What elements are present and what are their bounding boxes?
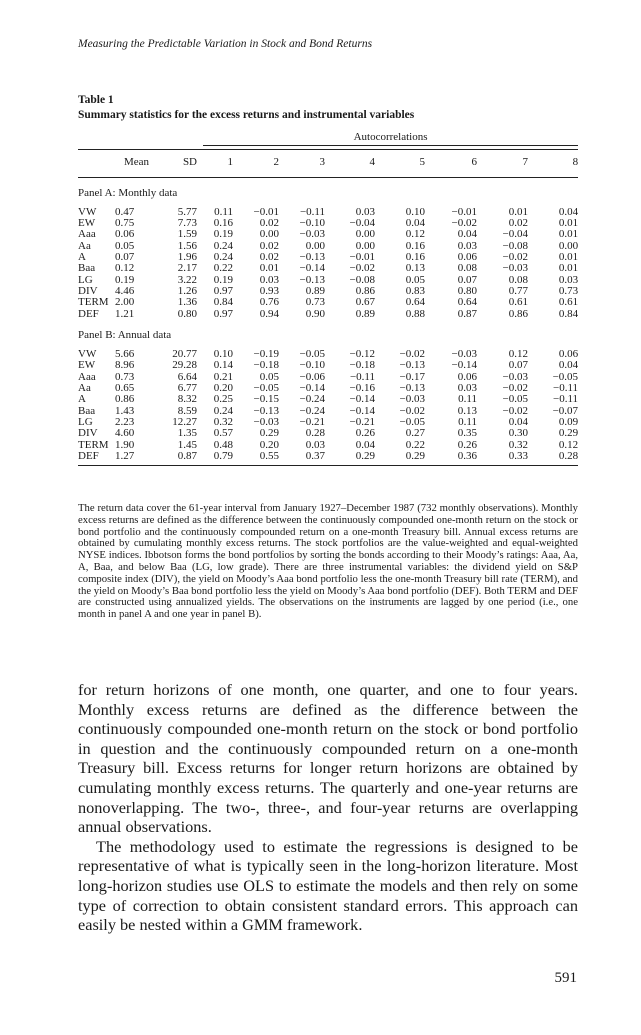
table-cell: −0.02 — [451, 217, 477, 230]
table-cell: 0.10 — [405, 205, 425, 218]
table-cell: 0.05 — [115, 239, 135, 252]
table-cell: 0.76 — [259, 296, 279, 309]
table-row — [78, 207, 578, 218]
table-cell: 0.04 — [405, 217, 425, 230]
table-cell: 0.36 — [425, 451, 477, 466]
row-label: VW — [78, 348, 97, 361]
table-cell: 20.77 — [172, 348, 197, 361]
table-cell: 0.11 — [214, 205, 233, 218]
table-cell: 0.16 — [405, 251, 425, 264]
table-cell: 0.00 — [355, 239, 375, 252]
table-cell: −0.13 — [253, 404, 279, 417]
table-cell: 0.13 — [405, 262, 425, 275]
table-cell: 6.64 — [177, 370, 197, 383]
table-cell: 0.11 — [458, 415, 477, 428]
table-cell: 0.10 — [213, 348, 233, 361]
table-cell: −0.13 — [399, 359, 425, 372]
table-cell: −0.05 — [552, 370, 579, 383]
table-cell: 0.02 — [259, 217, 279, 230]
table-cell: 0.22 — [213, 262, 233, 275]
table-cell: −0.02 — [502, 251, 528, 264]
table-row — [78, 297, 578, 308]
table-cell: 0.13 — [457, 404, 477, 417]
table-cell: −0.18 — [349, 359, 375, 372]
table-cell: 7.73 — [177, 217, 197, 230]
table-row — [78, 417, 578, 428]
table-cell: 0.19 — [213, 228, 233, 241]
table-cell: −0.01 — [349, 251, 375, 264]
table-row — [78, 275, 578, 286]
table-cell: 0.04 — [355, 438, 375, 451]
table-cell: 0.01 — [558, 217, 579, 230]
table-cell: 0.12 — [558, 438, 579, 451]
table-cell: 0.33 — [477, 451, 528, 466]
table-cell: 0.03 — [558, 273, 579, 286]
table-cell: 5.66 — [115, 348, 135, 361]
table-cell: −0.08 — [502, 239, 528, 252]
table-cell: −0.02 — [399, 404, 425, 417]
table-cell: 0.05 — [405, 273, 425, 286]
table-cell: 0.73 — [115, 370, 135, 383]
table-cell: −0.21 — [349, 415, 375, 428]
row-label: DEF — [78, 307, 99, 320]
summary-table-container — [78, 132, 578, 466]
table-cell: 0.67 — [355, 296, 375, 309]
table-cell: 0.03 — [457, 382, 477, 395]
table-cell: 5.77 — [177, 205, 197, 218]
table-cell: −0.13 — [299, 273, 325, 286]
table-cell: 0.01 — [558, 251, 579, 264]
table-cell: 0.87 — [457, 307, 477, 320]
table-cell: 0.08 — [508, 273, 528, 286]
table-cell: 0.09 — [558, 415, 579, 428]
table-cell: 0.01 — [508, 205, 528, 218]
table-cell: 0.20 — [213, 382, 233, 395]
panel-title: Panel B: Annual data — [78, 328, 172, 341]
running-head: Measuring the Predictable Variation in Stock and Bond Returns — [78, 38, 373, 50]
table-cell: −0.03 — [502, 370, 528, 383]
table-cell: 0.06 — [457, 251, 477, 264]
column-header-1: 1 — [197, 150, 233, 177]
table-cell: −0.17 — [399, 370, 425, 383]
column-header-5: 5 — [375, 150, 425, 177]
table-cell: 0.00 — [558, 239, 579, 252]
table-cell: 1.59 — [177, 228, 197, 241]
column-header-sd: SD — [149, 150, 197, 177]
table-cell: 0.12 — [405, 228, 425, 241]
table-cell: 0.65 — [115, 382, 135, 395]
table-cell: −0.12 — [349, 348, 375, 361]
table-cell: 0.04 — [558, 205, 579, 218]
table-cell: 0.57 — [213, 427, 233, 440]
table-cell: 1.90 — [115, 438, 135, 451]
table-cell: −0.03 — [451, 348, 477, 361]
table-cell: 0.29 — [558, 427, 579, 440]
table-cell: −0.10 — [299, 359, 325, 372]
table-cell: 0.19 — [213, 273, 233, 286]
table-cell: 0.14 — [213, 359, 233, 372]
table-cell: −0.03 — [253, 415, 279, 428]
table-cell: 0.16 — [405, 239, 425, 252]
table-cell: 0.73 — [558, 284, 579, 297]
column-header-6: 6 — [425, 150, 477, 177]
table-cell: −0.02 — [502, 382, 528, 395]
table-cell: 0.02 — [259, 239, 279, 252]
table-cell: 2.00 — [115, 296, 135, 309]
table-cell: 1.45 — [177, 438, 197, 451]
row-label: EW — [78, 217, 96, 230]
table-cell: 0.94 — [259, 307, 279, 320]
table-row — [78, 286, 578, 297]
table-cell: 0.30 — [508, 427, 528, 440]
table-cell: 8.96 — [115, 359, 135, 372]
table-cell: 0.28 — [305, 427, 325, 440]
table-cell: 0.03 — [457, 239, 477, 252]
table-cell: 0.07 — [115, 251, 135, 264]
row-label: TERM — [78, 296, 109, 309]
row-label: DEF — [78, 451, 115, 466]
table-cell: 0.88 — [405, 307, 425, 320]
table-cell: 0.55 — [233, 451, 279, 466]
table-cell: 8.59 — [177, 404, 197, 417]
table-cell: −0.05 — [253, 382, 279, 395]
table-cell: 0.84 — [558, 307, 579, 320]
table-cell: 0.02 — [508, 217, 528, 230]
table-cell: 0.61 — [508, 296, 528, 309]
table-cell: 0.01 — [259, 262, 279, 275]
table-cell: 1.27 — [115, 451, 149, 466]
table-note: The return data cover the 61-year interval from January 1927–December 1987 (732 monthly observations). Monthly excess returns are defined as the difference between the continuously compounded one-month return on the stock or bond portfolio and the continuously compounded return on a one-month Treasury bill. Annual excess returns are obtained by cumulating monthly excess returns. The stock portfolios are the value-weighted and equal-weighted NYSE indices. Ibbotson forms the bond portfolios by sorting the bonds according to their Moody’s ratings: Aaa, Aa, A, Baa, and below Baa (LG, low grade). There are three instrumental variables: the dividend yield on S&P composite index (DIV), the yield on Moody’s Aaa bond portfolio less the one-month Treasury bill rate (TERM), and the yield on Moody’s Baa bond portfolio less the yield on Moody’s Aaa bond portfolio (DEF). Both TERM and DEF are constructed using annualized yields. The observations on the instruments are lagged by one period (i.e., one month in panel A and one year in panel B). — [78, 502, 578, 621]
column-header-3: 3 — [279, 150, 325, 177]
table-cell: 0.20 — [259, 438, 279, 451]
table-cell: 0.00 — [259, 228, 279, 241]
table-cell: −0.03 — [299, 228, 325, 241]
body-paragraph-1: for return horizons of one month, one quarter, and one to four years. Monthly excess returns are defined as the difference between the continuously compounded one-month return on the stock or bond portfolio in question and the continuously compounded return on a one-month Treasury bill. Excess returns for longer return horizons are obtained by cumulating monthly excess returns. The quarterly and one-year returns are nonoverlapping. The two-, three-, and four-year returns are overlapping annual observations. — [78, 680, 578, 837]
table-cell: 0.06 — [558, 348, 579, 361]
table-cell: −0.21 — [299, 415, 325, 428]
table-cell: 0.93 — [259, 284, 279, 297]
table-row — [78, 428, 578, 439]
table-cell: 0.89 — [305, 284, 325, 297]
table-cell: −0.02 — [399, 348, 425, 361]
table-cell: 0.16 — [213, 217, 233, 230]
table-row — [78, 440, 578, 451]
table-cell: 1.26 — [177, 284, 197, 297]
table-cell: 0.80 — [177, 307, 197, 320]
table-cell: −0.05 — [399, 415, 425, 428]
table-cell: 0.21 — [213, 370, 233, 383]
table-row — [78, 309, 578, 320]
table-cell: −0.05 — [299, 348, 325, 361]
table-row — [78, 394, 578, 405]
row-label: VW — [78, 205, 97, 218]
row-label: Aa — [78, 382, 91, 395]
table-cell: 0.32 — [213, 415, 233, 428]
summary-table — [78, 132, 578, 466]
table-cell: −0.08 — [349, 273, 375, 286]
table-cell: −0.04 — [502, 228, 528, 241]
table-cell: −0.10 — [299, 217, 325, 230]
column-header-8: 8 — [528, 150, 578, 177]
row-label: Baa — [78, 262, 96, 275]
table-row — [78, 349, 578, 360]
table-cell: 1.21 — [115, 307, 135, 320]
table-caption — [78, 93, 414, 123]
table-cell: 0.24 — [213, 251, 233, 264]
table-cell: 0.79 — [197, 451, 233, 466]
column-header-7: 7 — [477, 150, 528, 177]
table-cell: 0.29 — [325, 451, 375, 466]
row-label: LG — [78, 415, 93, 428]
row-label: Aaa — [78, 228, 96, 241]
table-label: Table 1 — [78, 94, 114, 106]
row-label: EW — [78, 359, 96, 372]
table-cell: 0.00 — [355, 228, 375, 241]
table-cell: 0.02 — [259, 251, 279, 264]
row-label: Baa — [78, 404, 96, 417]
table-cell: 12.27 — [172, 415, 197, 428]
table-cell: 0.12 — [508, 348, 528, 361]
table-cell: −0.14 — [451, 359, 477, 372]
table-cell: 0.90 — [305, 307, 325, 320]
table-cell: 0.97 — [213, 307, 233, 320]
table-cell: 0.89 — [355, 307, 375, 320]
table-cell: 1.36 — [177, 296, 197, 309]
panel-title: Panel A: Monthly data — [78, 186, 178, 199]
table-cell: 0.24 — [213, 404, 233, 417]
table-cell: 0.83 — [405, 284, 425, 297]
table-cell: −0.11 — [553, 382, 579, 395]
row-label: LG — [78, 273, 93, 286]
table-cell: 0.24 — [213, 239, 233, 252]
table-cell: −0.13 — [399, 382, 425, 395]
table-cell: 0.22 — [405, 438, 425, 451]
table-cell: 0.86 — [508, 307, 528, 320]
table-cell: 6.77 — [177, 382, 197, 395]
table-cell: −0.18 — [253, 359, 279, 372]
table-cell: 0.86 — [115, 393, 135, 406]
table-cell: −0.07 — [552, 404, 579, 417]
table-cell: 0.08 — [457, 262, 477, 275]
table-cell: 3.22 — [177, 273, 197, 286]
table-cell: −0.14 — [349, 404, 375, 417]
table-cell: 0.00 — [305, 239, 325, 252]
table-cell: 4.60 — [115, 427, 135, 440]
table-cell: 0.19 — [115, 273, 135, 286]
table-cell: −0.15 — [253, 393, 279, 406]
table-cell: −0.19 — [253, 348, 279, 361]
body-paragraph-2: The methodology used to estimate the regressions is designed to be representative of what is typically seen in the long-horizon literature. Most long-horizon studies use OLS to estimate the models and then rely on some type of correction to obtain consistent standard errors. This approach can easily be nested within a GMM framework. — [78, 836, 578, 935]
table-cell: 0.11 — [458, 393, 477, 406]
table-cell: 0.01 — [558, 228, 579, 241]
table-cell: −0.24 — [299, 393, 325, 406]
table-cell: 0.77 — [508, 284, 528, 297]
table-cell: −0.11 — [299, 205, 325, 218]
table-cell: −0.24 — [299, 404, 325, 417]
table-cell: 0.04 — [457, 228, 477, 241]
table-cell: 1.56 — [177, 239, 197, 252]
table-cell: −0.01 — [253, 205, 279, 218]
row-label: A — [78, 251, 86, 264]
table-cell: 2.17 — [177, 262, 197, 275]
column-header-2: 2 — [233, 150, 279, 177]
table-cell: −0.01 — [451, 205, 477, 218]
column-header-series — [78, 150, 115, 177]
table-cell: 2.23 — [115, 415, 135, 428]
table-cell: 0.80 — [457, 284, 477, 297]
table-cell: −0.16 — [349, 382, 375, 395]
table-cell: 8.32 — [177, 393, 197, 406]
table-cell: 0.47 — [115, 205, 135, 218]
table-cell: 0.06 — [457, 370, 477, 383]
table-cell: 0.07 — [457, 273, 477, 286]
column-header-mean: Mean — [115, 150, 149, 177]
body-text — [78, 680, 578, 935]
table-cell: 0.04 — [508, 415, 528, 428]
table-cell: 0.06 — [115, 228, 135, 241]
table-cell: 1.35 — [177, 427, 197, 440]
table-cell: −0.04 — [349, 217, 375, 230]
table-cell: 0.61 — [558, 296, 579, 309]
table-cell: −0.03 — [502, 262, 528, 275]
table-cell: 0.01 — [558, 262, 579, 275]
table-cell: 0.29 — [259, 427, 279, 440]
row-label: DIV — [78, 284, 98, 297]
table-cell: 0.35 — [457, 427, 477, 440]
table-cell: 29.28 — [172, 359, 197, 372]
table-cell: 0.28 — [528, 451, 578, 466]
table-cell: −0.02 — [502, 404, 528, 417]
table-cell: 0.64 — [405, 296, 425, 309]
table-cell: 0.87 — [149, 451, 197, 466]
row-label: Aa — [78, 239, 91, 252]
table-row — [78, 451, 578, 466]
table-cell: 0.48 — [213, 438, 233, 451]
table-cell: 0.05 — [259, 370, 279, 383]
table-cell: 0.03 — [305, 438, 325, 451]
row-label: TERM — [78, 438, 109, 451]
row-label: A — [78, 393, 86, 406]
table-cell: 0.27 — [405, 427, 425, 440]
table-cell: −0.13 — [299, 251, 325, 264]
table-cell: −0.06 — [299, 370, 325, 383]
table-cell: 0.84 — [213, 296, 233, 309]
table-cell: 0.03 — [259, 273, 279, 286]
table-row — [78, 263, 578, 274]
column-header-4: 4 — [325, 150, 375, 177]
table-title: Summary statistics for the excess returns and instrumental variables — [78, 109, 415, 121]
table-cell: 1.43 — [115, 404, 135, 417]
table-cell: 0.37 — [279, 451, 325, 466]
autocorrelations-header: Autocorrelations — [353, 131, 428, 143]
table-cell: 0.04 — [558, 359, 579, 372]
table-cell: 0.75 — [115, 217, 135, 230]
table-cell: 0.64 — [457, 296, 477, 309]
table-cell: −0.03 — [399, 393, 425, 406]
table-cell: 0.25 — [213, 393, 233, 406]
table-cell: 1.96 — [177, 251, 197, 264]
table-cell: 4.46 — [115, 284, 135, 297]
row-label: Aaa — [78, 370, 96, 383]
table-cell: −0.14 — [299, 382, 325, 395]
table-cell: 0.07 — [508, 359, 528, 372]
table-cell: −0.14 — [299, 262, 325, 275]
table-cell: 0.26 — [457, 438, 477, 451]
table-cell: −0.11 — [553, 393, 579, 406]
table-cell: −0.11 — [349, 370, 375, 383]
table-cell: −0.02 — [349, 262, 375, 275]
table-cell: 0.32 — [508, 438, 528, 451]
table-cell: 0.29 — [375, 451, 425, 466]
table-cell: −0.05 — [502, 393, 528, 406]
row-label: DIV — [78, 427, 98, 440]
table-cell: 0.97 — [213, 284, 233, 297]
table-cell: 0.12 — [115, 262, 135, 275]
table-cell: 0.26 — [355, 427, 375, 440]
table-cell: 0.03 — [355, 205, 375, 218]
table-row — [78, 406, 578, 417]
table-cell: 0.73 — [305, 296, 325, 309]
table-cell: −0.14 — [349, 393, 375, 406]
table-cell: 0.86 — [355, 284, 375, 297]
page-number: 591 — [554, 970, 577, 986]
